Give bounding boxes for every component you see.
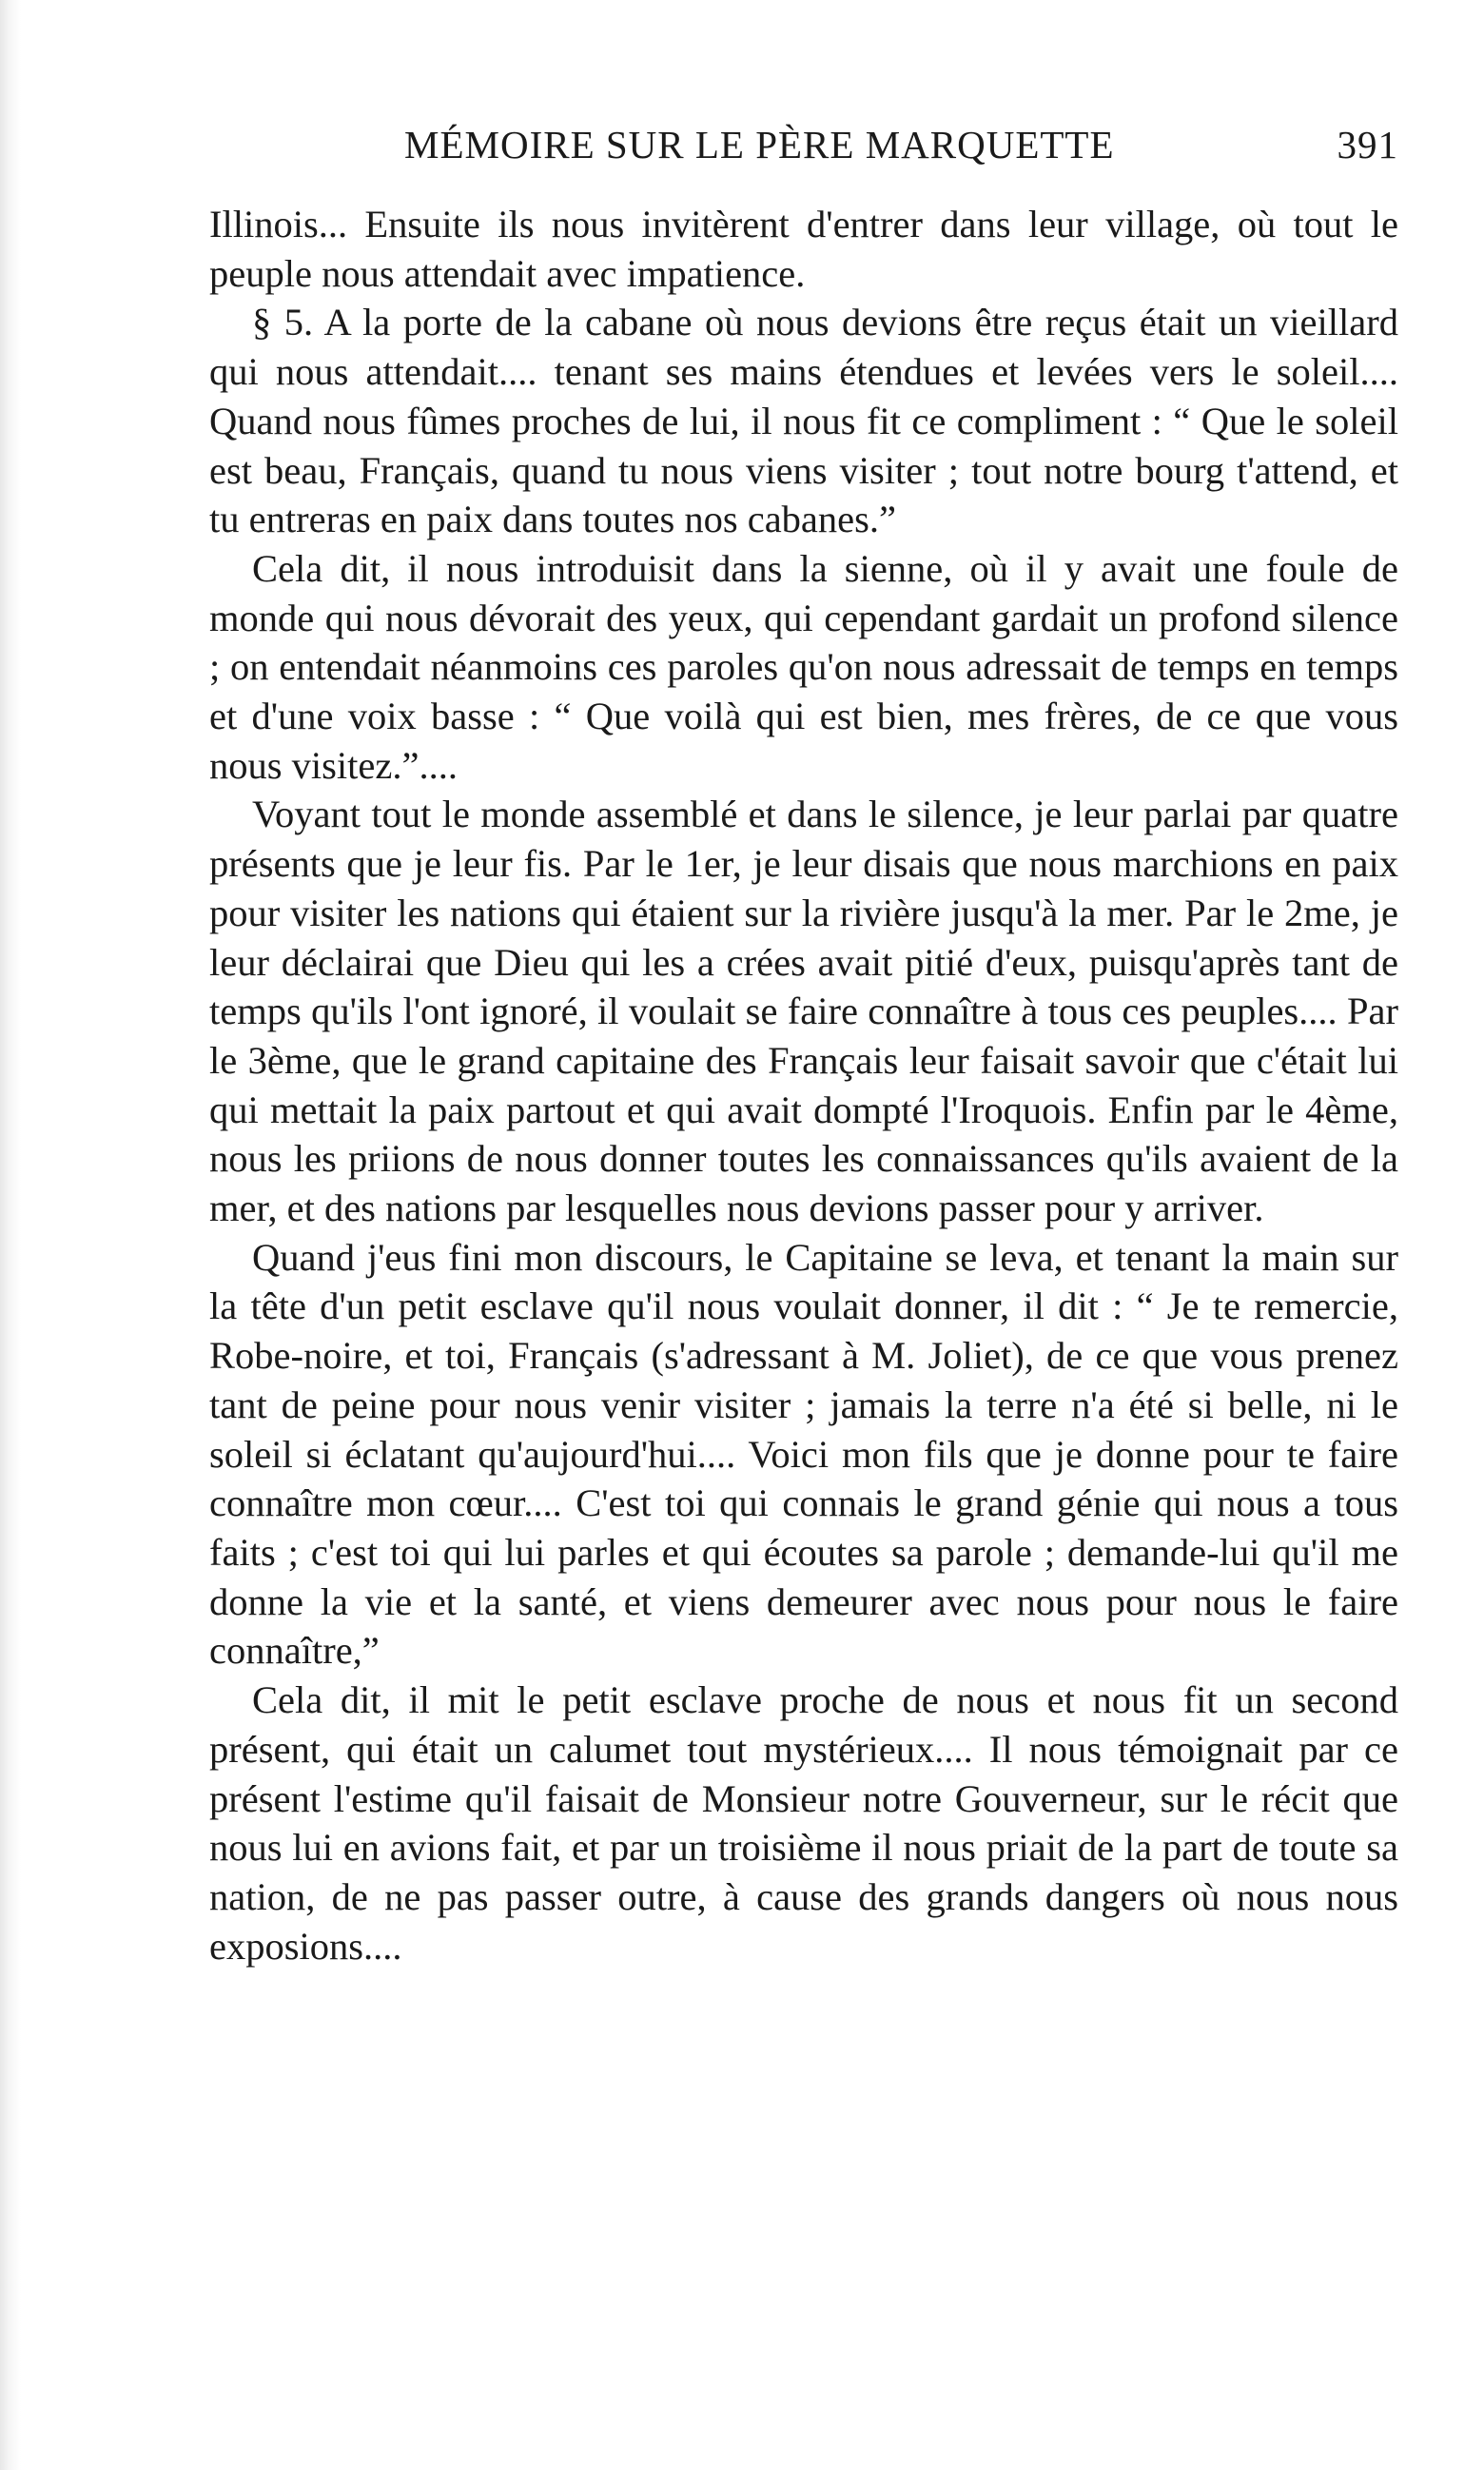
paragraph-6: Cela dit, il mit le petit esclave proche de nous et nous fit un second présent, qui était un calumet tout mystérieux.... Il nous témoignait par ce présent l'estime qu'il faisait de Monsieur notre Gouverneur, sur le récit que nous lui en avions fait, et par un troisième il nous priait de la part de toute sa nation, de ne pas passer outre, à cause des grands dangers où nous nous exposions....	[209, 1678, 1398, 1968]
page-edge-shadow	[0, 0, 21, 2470]
paragraph-3: Cela dit, il nous introduisit dans la sienne, où il y avait une foule de monde qui nous dévorait des yeux, qui cependant gardait un profond silence ; on entendait néanmoins ces paroles qu'on nous adressait de temps en temps et d'une voix basse : “ Que voilà qui est bien, mes frères, de ce que vous nous visitez.”....	[209, 546, 1398, 787]
page-number: 391	[1337, 123, 1398, 167]
paragraph-4: Voyant tout le monde assemblé et dans le silence, je leur parlai par quatre présents que je leur fis. Par le 1er, je leur disais que nous marchions en paix pour visiter les nations qui étaient sur la rivière jusqu'à la mer. Par le 2me, je leur déclairai que Dieu qui les a crées avait pitié d'eux, puisqu'après tant de temps qu'ils l'ont ignoré, il voulait se faire connaître à tous ces peuples.... Par le 3ème, que le grand capitaine des Français leur faisait savoir que c'était lui qui mettait la paix partout et qui avait dompté l'Iroquois. Enfin par le 4ème, nous les priions de nous donner toutes les connaissances qu'ils avaient de la mer, et des nations par lesquelles nous devions passer pour y arriver.	[209, 793, 1398, 1230]
running-head	[209, 122, 1398, 175]
running-title: MÉMOIRE SUR LE PÈRE MARQUETTE	[404, 123, 1115, 167]
body-text	[209, 200, 1398, 1970]
paragraph-1: Illinois... Ensuite ils nous invitèrent d'entrer dans leur village, où tout le peuple nous attendait avec impatience.	[209, 203, 1398, 295]
paragraph-5: Quand j'eus fini mon discours, le Capitaine se leva, et tenant la main sur la tête d'un petit esclave qu'il nous voulait donner, il dit : “ Je te remercie, Robe-noire, et toi, Français (s'adressant à M. Joliet), de ce que vous prenez tant de peine pour nous venir visiter ; jamais la terre n'a été si belle, ni le soleil si éclatant qu'aujourd'hui.... Voici mon fils que je donne pour te faire connaître mon cœur.... C'est toi qui connais le grand génie qui nous a tous faits ; c'est toi qui lui parles et qui écoutes sa parole ; demande-lui qu'il me donne la vie et la santé, et viens demeurer avec nous pour nous le faire connaître,”	[209, 1235, 1398, 1673]
paragraph-2: § 5. A la porte de la cabane où nous devions être reçus était un vieillard qui nous attendait.... tenant ses mains étendues et levées vers le soleil.... Quand nous fûmes proches de lui, il nous fit ce compliment : “ Que le soleil est beau, Français, quand tu nous viens visiter ; tout notre bourg t'attend, et tu entreras en paix dans toutes nos cabanes.”	[209, 301, 1398, 541]
